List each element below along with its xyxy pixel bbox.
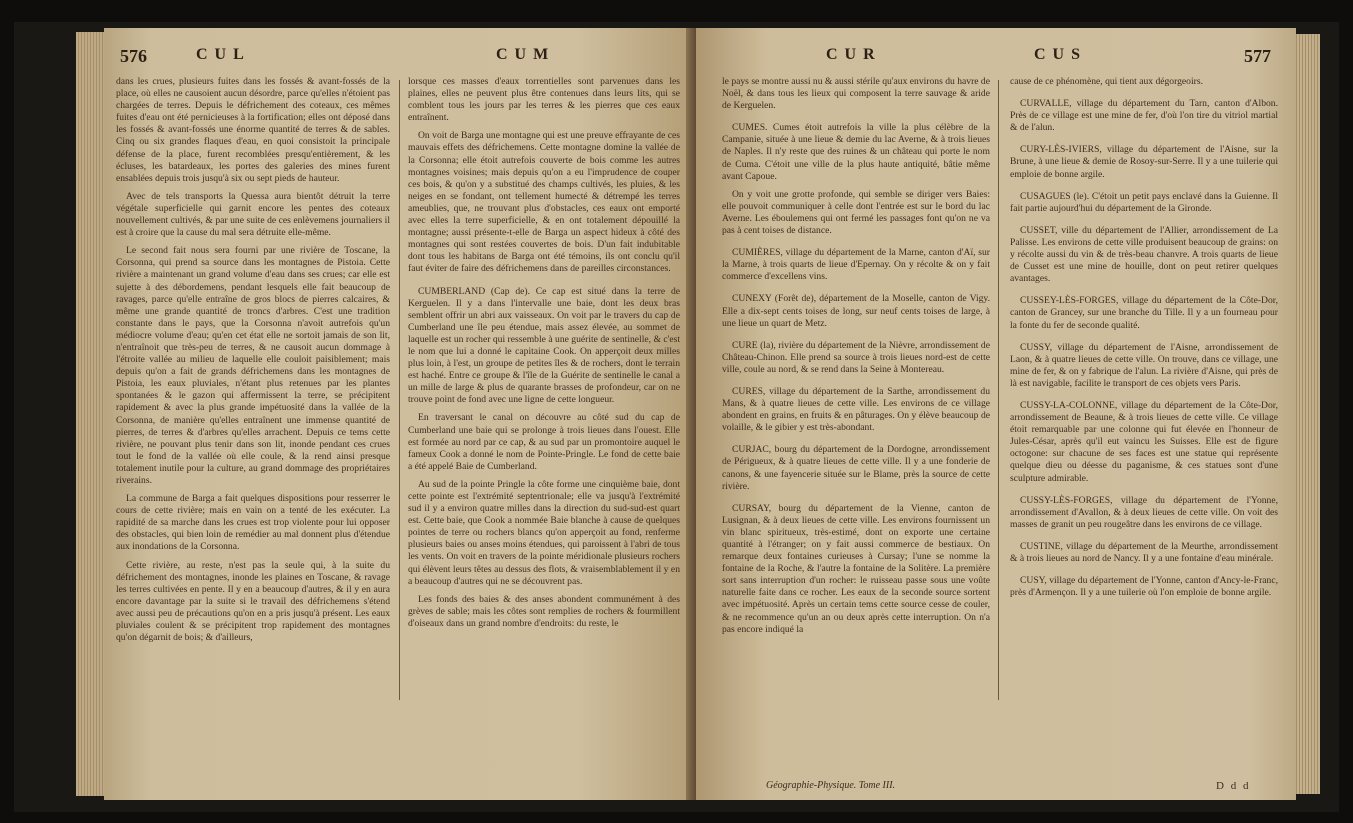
left-column-2: [408, 76, 680, 636]
book-spread: [14, 22, 1339, 812]
paragraph: Avec de tels transports la Quessa aura bientôt détruit la terre végétale superficielle qui garnit encore les pentes des coteaux nouvellement cultivés, & par une suite de ces enlèvemens journaliers il est à croire que la cause du mal sera détruite elle-même.: [116, 190, 390, 239]
entry-curjac: CURJAC, bourg du département de la Dordogne, arrondissement de Périgueux, & à quatre lieues de cette ville. Il y a une fonderie de canons, & une fayencerie située sur le Blame, près la source de cette rivière.: [722, 444, 990, 492]
entry-custine: CUSTINE, village du département de la Meurthe, arrondissement & à trois lieues au nord de Nancy. Il y a une fontaine d'eau minérale.: [1010, 540, 1278, 564]
paragraph: le pays se montre aussi nu & aussi stérile qu'aux environs du havre de Noël, & dans tous les lieux qui composent la terre sauvage & aride de Kerguelen.: [722, 76, 990, 112]
right-page-edges: [1294, 34, 1320, 794]
entry-cursay: CURSAY, bourg du département de la Vienne, canton de Lusignan, & à deux lieues de cette ville. Les environs fournissent un vin blanc spiritueux, très-estimé, dont on exporte une certaine quantité à l'étranger; on y fait aussi commerce de bestiaux. On remarque deux fontaines curieuses à Cursay; l'une se nomme la fontaine de la Roche, & l'autre la fontaine de la Solitère. La première sort sans interruption d'un rocher: le ruisseau passe sous une voûte naturelle faite dans ce rocher. Les eaux de la seconde source sortent avec impétuosité. Après un certain tems cette source cesse de couler, & ne recommence qu'un an ou deux après cette interruption. On n'a pas encore indiqué la: [722, 502, 990, 635]
entry-cury-les-iviers: CURY-LÈS-IVIERS, village du département de l'Aisne, sur la Brune, à une lieue & demie de Rosoy-sur-Serre. Il y a une tuilerie qui emploie de bonne argile.: [1010, 144, 1278, 180]
paragraph: Les fonds des baies & des anses abondent communément à des grèves de sable; mais les côtes sont remplies de rochers & fourmillent d'oiseaux dans un grand nombre d'endroits: du reste, le: [408, 593, 680, 629]
entry-cusset: CUSSET, ville du département de l'Allier, arrondissement de La Palisse. Les environs de cette ville produisent beaucoup de grains: on y récolte aussi du vin & de très-beau chanvre. A trois quarts de lieue de Cusset est une mine de houille, dont on peut retirer quelques avantages.: [1010, 224, 1278, 285]
paragraph: On y voit une grotte profonde, qui semble se diriger vers Baies: elle pouvoit communiquer à celle dont l'entrée est sur le bord du lac Averne. Les éboulemens qui ont fermé les passages font qu'on ne va pas à cent toises de distance.: [722, 188, 990, 237]
left-header-left: CUL: [196, 46, 251, 63]
paragraph: cause de ce phénomène, qui tient aux dégorgeoirs.: [1010, 76, 1203, 87]
page-footer: Géographie-Physique. Tome III.: [766, 780, 896, 791]
entry-cumberland: CUMBERLAND (Cap de). Ce cap est situé dans la terre de Kerguelen. Il y a dans l'intervalle une baie, dont les deux bras semblent offrir un abri aux vaisseaux. On voit par le travers du cap de Cumberland une île peu étendue, mais assez élevée, au sommet de laquelle est un rocher qui ressemble à une guérite de sentinelle, & c'est le nom que lui a donné le capitaine Cook. On apperçoit deux milles plus loin, à l'est, un groupe de petites îles & de rochers, dont le terrain est haché. Entre ce groupe & l'île de la Guérite de sentinelle le canal a un mille de large & plus de quarante brasses de profondeur, car on ne trouve point de fond avec une ligne de cette longueur.: [408, 285, 680, 406]
right-page: [696, 28, 1296, 800]
column-rule: [998, 80, 999, 700]
entry-cusy: CUSY, village du département de l'Yonne, canton d'Ancy-le-Franc, près d'Armençon. Il y a une tuilerie où l'on emploie de bonne argile.: [1010, 575, 1278, 599]
left-header-right: CUM: [496, 46, 556, 63]
paragraph: Au sud de la pointe Pringle la côte forme une cinquième baie, dont cette pointe est l'extrémité septentrionale; elle va jusqu'à l'extrémité sud il y a environ quatre milles dans la direction du sud-sud-est quart est. Cette baie, que Cook a nommée Baie blanche à cause de quelques pointes de terre ou rochers blancs qu'on apperçoit au fond, renferme plusieurs baies ou anses moins étendues, qui paroissent à l'abri de tous les vents. On voit en travers de la pointe méridionale plusieurs rochers qui élèvent leurs têtes au dessus des flots, & vraisemblablement il y en a beaucoup d'autres qui ne se découvrent pas.: [408, 478, 680, 587]
paragraph: Le second fait nous sera fourni par une rivière de Toscane, la Corsonna, qui prend sa source dans les montagnes de Pistoia. Cette rivière a maintenant un grand volume d'eau dans ses crues; car elle est sujette à des débordemens, pendant lesquels elle fait beaucoup de ravages, parce qu'elle entraîne de gros blocs de pierres calcaires, & même une grande quantité de troncs d'arbres. C'est une tradition constante dans le pays, que la Corsonna n'avoit autrefois qu'un médiocre volume d'eau; qu'en cet état elle ne sortoit jamais de son lit, n'entraînoit que très-peu de terres, & ne causoit aucun dommage à l'étroite vallée au milieu de laquelle elle couloit paisiblement; mais depuis qu'on a fait de grands défrichemens dans les montagnes de Pistoia, les eaux pluviales, n'étant plus retenues par les plantes spontanées & le gazon qui affermissent la terre, se précipitent rapidement & avec la plus grande impétuosité dans la vallée de la Corsonna, de manière qu'elles entraînent une immense quantité de pierres, de terres & d'arbres qu'elles arrachent. Depuis ce tems cette rivière, ne pouvant plus tenir dans son lit, inonde pendant ces crues tout le fond de la vallée où elle coule, & la rend ainsi presque totalement inutile pour la culture, au grand dommage des propriétaires riverains.: [116, 245, 390, 486]
entry-cussy-les-forges: CUSSY-LÈS-FORGES, village du département de l'Yonne, arrondissement d'Avallon, & à deux lieues de cette ville. On voit des masses de granit un peu rougeâtre dans les environs de ce village.: [1010, 494, 1278, 530]
right-header-right: CUS: [1034, 46, 1088, 63]
entry-cumes: CUMES. Cumes étoit autrefois la ville la plus célèbre de la Campanie, située à une lieue & demie du lac Averne, & à trois lieues de Naples. Il n'y reste que des ruines & un château qui porte le nom de Cuma. C'étoit une ville de la plus haute antiquité, bâtie même avant Capoue.: [722, 122, 990, 182]
left-page-number: 576: [120, 46, 147, 66]
entry-cumieres: CUMIÈRES, village du département de la Marne, canton d'Aï, sur la Marne, à trois quarts de lieue d'Epernay. On y récolte & on y fait commerce d'excellens vins.: [722, 247, 990, 283]
printer-signature: D d d: [1216, 780, 1251, 792]
entry-cussy: CUSSY, village du département de l'Aisne, arrondissement de Laon, & à quatre lieues de cette ville. On trouve, dans ce village, une mine de fer, & on y fabrique de l'alun. La rivière d'Aisne, qui près de là est navigable, facilite le transport de ces objets vers Paris.: [1010, 341, 1278, 389]
left-page-edges: [76, 32, 106, 796]
right-page-number: 577: [1244, 46, 1271, 66]
entry-cusagues: CUSAGUES (le). C'étoit un petit pays enclavé dans la Guienne. Il fait partie aujourd'hui du département de la Gironde.: [1010, 190, 1278, 214]
entry-cussy-la-colonne: CUSSY-LA-COLONNE, village du département de la Côte-Dor, arrondissement de Beaune, & à trois lieues de cette ville. Ce village étoit remarquable par une colonne qui fut élevée en l'honneur de Jules-César, après qu'il eut vaincu les Suisses. Elle est de figure octogone: sur chacune de ses faces est une statue qui représente quelque dieu ou déesse du paganisme, & ces statues sont d'une sculpture admirable.: [1010, 399, 1278, 484]
right-column-1: [722, 76, 990, 642]
paragraph: Cette rivière, au reste, n'est pas la seule qui, à la suite du défrichement des montagnes, inonde les plaines en Toscane, & ravage les terres cultivées en pente. Il y en a beaucoup d'autres, & il y en aura encore davantage par la suite si le travail des défrichemens s'étend avec aussi peu de précautions qu'on en a pris jusqu'à présent. Les eaux pluviales coulent & se précipitent trop rapidement des montagnes qu'on dégarnit de bois; & d'ailleurs,: [116, 559, 390, 644]
entry-cunexy: CUNEXY (Forêt de), département de la Moselle, canton de Vigy. Elle a dix-sept cents toises de long, sur neuf cents toises de large, à une lieue un quart de Metz.: [722, 293, 990, 329]
right-header-left: CUR: [826, 46, 882, 63]
paragraph: dans les crues, plusieurs fuites dans les fossés & avant-fossés de la place, où elles ne causoient aucun désordre, parce qu'elles n'étoient pas chargées de terres. Depuis le défrichement des coteaux, ces mêmes fuites d'eau ont été pernicieuses à la fortification; elles ont déposé dans les fossés & avant-fossés une énorme quantité de terres & de sables. Cinq ou six grandes flaques d'eau, en quoi consistoit la principale défense de la place, furent recomblées presqu'entièrement, & les écluses, les batardeaux, les portes des galeries des mines furent ensablées depuis trois jusqu'à six ou sept pieds de hauteur.: [116, 76, 390, 184]
paragraph: La commune de Barga a fait quelques dispositions pour resserrer le cours de cette rivière; mais en vain on a tenté de les exécuter. La rapidité de sa marche dans les crues est trop violente pour lui opposer des obstacles, qui bien loin de remédier au mal donnent plus d'étendue aux inondations de la Corsonna.: [116, 493, 390, 553]
left-page: [104, 28, 694, 800]
entry-cure: CURE (la), rivière du département de la Nièvre, arrondissement de Château-Chinon. Elle prend sa source à trois lieues nord-est de cette ville, coule au nord, & se rend dans la Seine à Montereau.: [722, 339, 990, 375]
column-rule: [399, 80, 400, 700]
paragraph: lorsque ces masses d'eaux torrentielles sont parvenues dans les plaines, elles ne peuvent plus être contenues dans leurs lits, qui se comblent tous les jours par les terres & les pierres que ces eaux entraînent.: [408, 76, 680, 124]
right-column-2: [1010, 76, 1278, 605]
paragraph: En traversant le canal on découvre au côté sud du cap de Cumberland une baie qui se prolonge à trois lieues dans l'ouest. Elle est formée au nord par ce cap, & au sud par un promontoire auquel le fameux Cook a donné le nom de Pointe-Pringle. Le fond de cette baie a été appelé Baie de Cumberland.: [408, 412, 680, 472]
paragraph: On voit de Barga une montagne qui est une preuve effrayante de ces mauvais effets des défrichemens. Cette montagne domine la vallée de la Corsonna; elle étoit autrefois couverte de bois comme les autres montagnes voisines; mais depuis qu'on a eu l'imprudence de couper ces bois, & qu'on y a substitué des champs cultivés, les pluies, & les neiges en se fondant, ont tellement humecté & détrempé les terres ameublies, que, ne trouvant plus d'obstacles, ces eaux ont emporté avec elles la terre superficielle, & en ont totalement dépouillé la montagne; aussi présente-t-elle de Barga un aspect hideux à côté des montagnes qui sont restées couvertes de bois. D'un fait indubitable dont tous les habitans de Barga ont été témoins, ils ont conclu qu'il faut éviter de faire des défrichemens dans de pareilles circonstances.: [408, 130, 680, 275]
left-column-1: [116, 76, 390, 650]
entry-cussey-les-forges: CUSSEY-LÈS-FORGES, village du département de la Côte-Dor, canton de Grancey, sur une branche du Tille. Il y a un fourneau pour la fonte du fer de seconde qualité.: [1010, 295, 1278, 331]
entry-curvalle: CURVALLE, village du département du Tarn, canton d'Albon. Près de ce village est une mine de fer, d'où l'on tire du vitriol martial & de l'alun.: [1010, 98, 1278, 134]
entry-cures: CURES, village du département de la Sarthe, arrondissement du Mans, & à quatre lieues de cette ville. Les environs de ce village abondent en grains, en fruits & en pâturages. On y élève beaucoup de volaille, & le gibier y est très-abondant.: [722, 385, 990, 434]
